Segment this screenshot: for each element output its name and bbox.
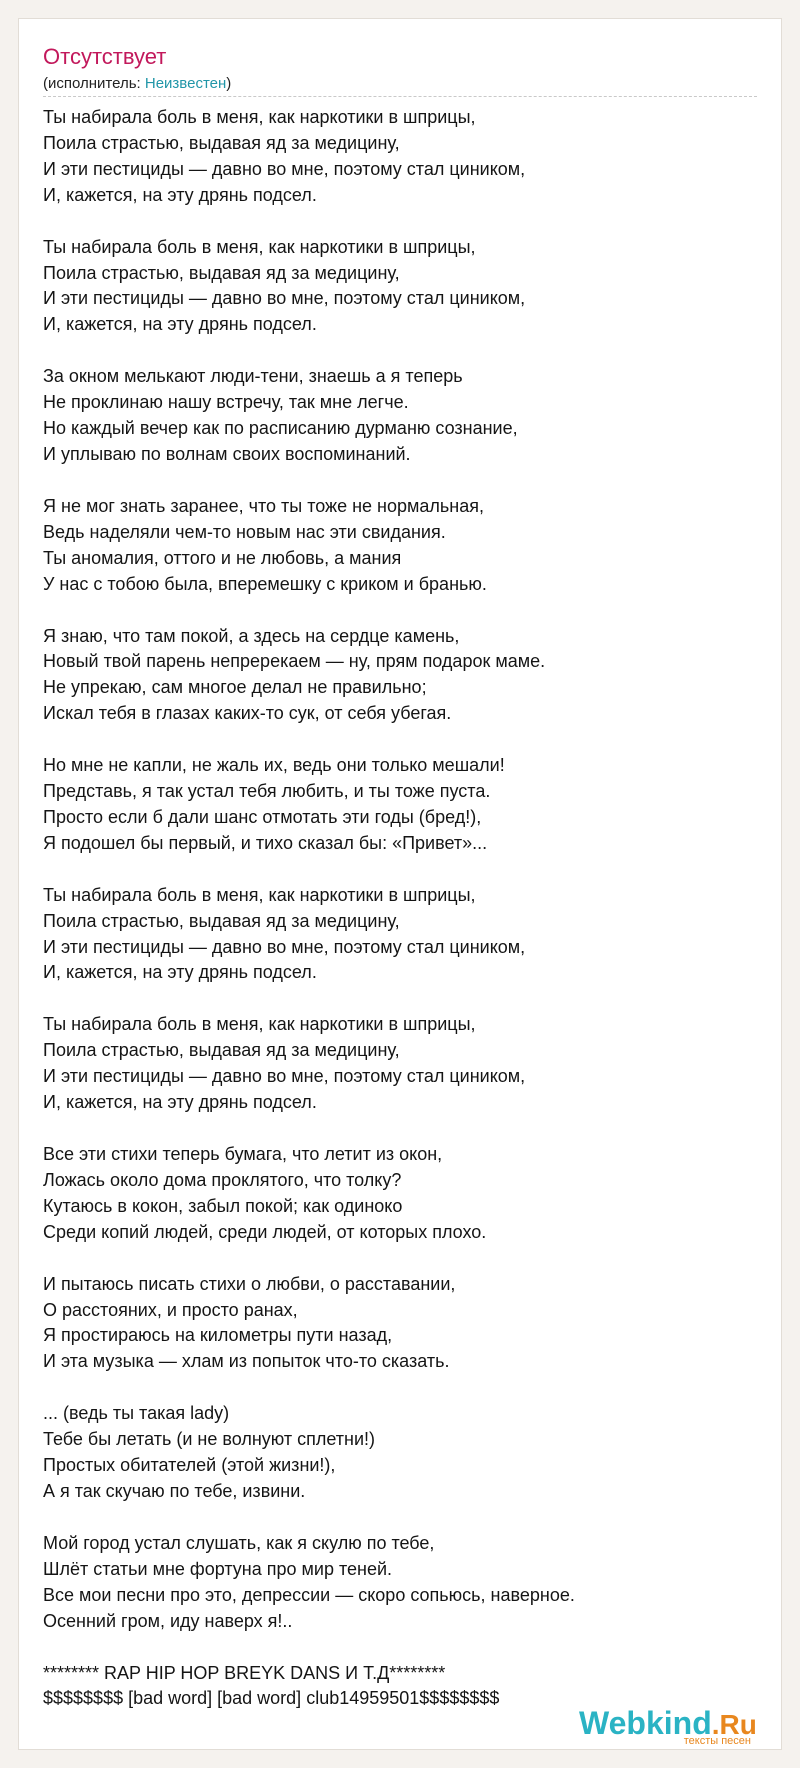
lyric-line: Представь, я так устал тебя любить, и ты тоже пуста.: [43, 781, 491, 802]
lyric-line: Но каждый вечер как по расписанию дурманю сознание,: [43, 418, 518, 439]
lyric-line: Ты набирала боль в меня, как наркотики в шприцы,: [43, 236, 476, 257]
lyric-line: Поила страстью, выдавая яд за медицину,: [43, 910, 400, 931]
lyric-line: Осенний гром, иду наверх я!..: [43, 1610, 293, 1631]
lyric-line: Поила страстью, выдавая яд за медицину,: [43, 262, 400, 283]
lyric-line: Новый твой парень непререкаем — ну, прям подарок маме.: [43, 651, 546, 672]
lyrics-page: [18, 18, 782, 1750]
lyric-line: $$$$$$$$ [bad word] [bad word] club14959501$$$$$$$$: [43, 1688, 500, 1709]
lyric-line: Не упрекаю, сам многое делал не правильно;: [43, 677, 427, 698]
lyrics-stanza: [43, 883, 763, 987]
lyric-line: Ложась около дома проклятого, что толку?: [43, 1169, 402, 1190]
site-logo[interactable]: [579, 1705, 775, 1749]
artist-link[interactable]: Неизвестен: [144, 75, 227, 92]
lyric-line: Ты аномалия, оттого и не любовь, а мания: [43, 547, 402, 568]
artist-prefix: (исполнитель:: [43, 75, 145, 92]
lyric-line: Кутаюсь в кокон, забыл покой; как одиноко: [43, 1195, 403, 1216]
title-divider: [43, 96, 757, 97]
lyric-line: И эти пестициды — давно во мне, поэтому стал циником,: [43, 158, 526, 179]
lyric-line: Ведь наделяли чем-то новым нас эти свидания.: [43, 521, 446, 542]
lyrics-stanza: [43, 753, 763, 857]
lyric-line: Я простираюсь на километры пути назад,: [43, 1325, 393, 1346]
lyrics-stanza: [43, 1401, 763, 1505]
song-title: Отсутствует: [43, 44, 167, 69]
lyric-line: И уплываю по волнам своих воспоминаний.: [43, 443, 411, 464]
lyric-line: Я знаю, что там покой, а здесь на сердце камень,: [43, 625, 460, 646]
logo-main-text: Webkind: [579, 1705, 712, 1741]
lyric-line: Мой город устал слушать, как я скулю по тебе,: [43, 1532, 435, 1553]
lyric-line: Среди копий людей, среди людей, от которых плохо.: [43, 1221, 487, 1242]
lyric-line: И эти пестициды — давно во мне, поэтому стал циником,: [43, 1066, 526, 1087]
lyric-line: Все эти стихи теперь бумага, что летит из окон,: [43, 1144, 443, 1164]
lyric-line: А я так скучаю по тебе, извини.: [43, 1480, 306, 1501]
lyric-line: И эта музыка — хлам из попыток что-то сказать.: [43, 1351, 450, 1372]
lyric-line: О расстояних, и просто ранах,: [43, 1299, 298, 1320]
logo-tagline: тексты песен: [683, 1735, 751, 1747]
lyric-line: ******** RAP HIP HOP BREYK DANS И Т.Д********: [43, 1662, 446, 1683]
lyric-line: Ты набирала боль в меня, как наркотики в шприцы,: [43, 884, 476, 905]
lyric-line: Поила страстью, выдавая яд за медицину,: [43, 132, 400, 153]
lyrics-stanza: [43, 624, 763, 728]
lyric-line: Я не мог знать заранее, что ты тоже не нормальная,: [43, 495, 484, 516]
lyric-line: И, кажется, на эту дрянь подсел.: [43, 962, 317, 983]
lyric-line: И эти пестициды — давно во мне, поэтому стал циником,: [43, 936, 526, 957]
lyrics-stanza: [43, 364, 763, 468]
artist-suffix: ): [226, 75, 232, 92]
lyric-line: И, кажется, на эту дрянь подсел.: [43, 314, 317, 335]
lyric-line: Ты набирала боль в меня, как наркотики в шприцы,: [43, 1014, 476, 1035]
lyric-line: Тебе бы летать (и не волнуют сплетни!): [43, 1429, 376, 1450]
logo-tld: .Ru: [711, 1709, 757, 1740]
lyrics-stanza: [43, 494, 763, 598]
artist-line: [43, 74, 231, 94]
lyric-line: И пытаюсь писать стихи о любви, о расставании,: [43, 1273, 456, 1294]
lyric-line: За окном мелькают люди-тени, знаешь а я теперь: [43, 366, 463, 387]
lyric-line: Искал тебя в глазах каких-то сук, от себя убегая.: [43, 703, 452, 724]
lyrics-stanza: [43, 1012, 763, 1116]
lyrics-stanza: [43, 235, 763, 339]
lyric-line: Я подошел бы первый, и тихо сказал бы: «Привет»...: [43, 832, 488, 853]
lyrics-stanza: [43, 1272, 763, 1376]
lyric-line: Не проклинаю нашу встречу, так мне легче.: [43, 392, 409, 413]
lyric-line: Поила страстью, выдавая яд за медицину,: [43, 1040, 400, 1061]
lyrics-body: [43, 105, 763, 1738]
lyric-line: Шлёт статьи мне фортуна про мир теней.: [43, 1558, 393, 1579]
lyric-line: И, кажется, на эту дрянь подсел.: [43, 184, 317, 205]
lyrics-stanza: [43, 1142, 763, 1246]
lyric-line: ... (ведь ты такая lady): [43, 1403, 230, 1424]
lyric-line: Все мои песни про это, депрессии — скоро сопьюсь, наверное.: [43, 1584, 575, 1605]
lyrics-stanza: [43, 1531, 763, 1635]
lyric-line: Ты набирала боль в меня, как наркотики в шприцы,: [43, 107, 476, 127]
lyric-line: И, кажется, на эту дрянь подсел.: [43, 1092, 317, 1113]
lyric-line: И эти пестициды — давно во мне, поэтому стал циником,: [43, 288, 526, 309]
lyric-line: У нас с тобою была, вперемешку с криком и бранью.: [43, 573, 487, 594]
lyric-line: Простых обитателей (этой жизни!),: [43, 1455, 336, 1476]
lyrics-stanza: [43, 105, 763, 209]
lyric-line: Просто если б дали шанс отмотать эти годы (бред!),: [43, 806, 482, 827]
lyric-line: Но мне не капли, не жаль их, ведь они только мешали!: [43, 755, 505, 776]
